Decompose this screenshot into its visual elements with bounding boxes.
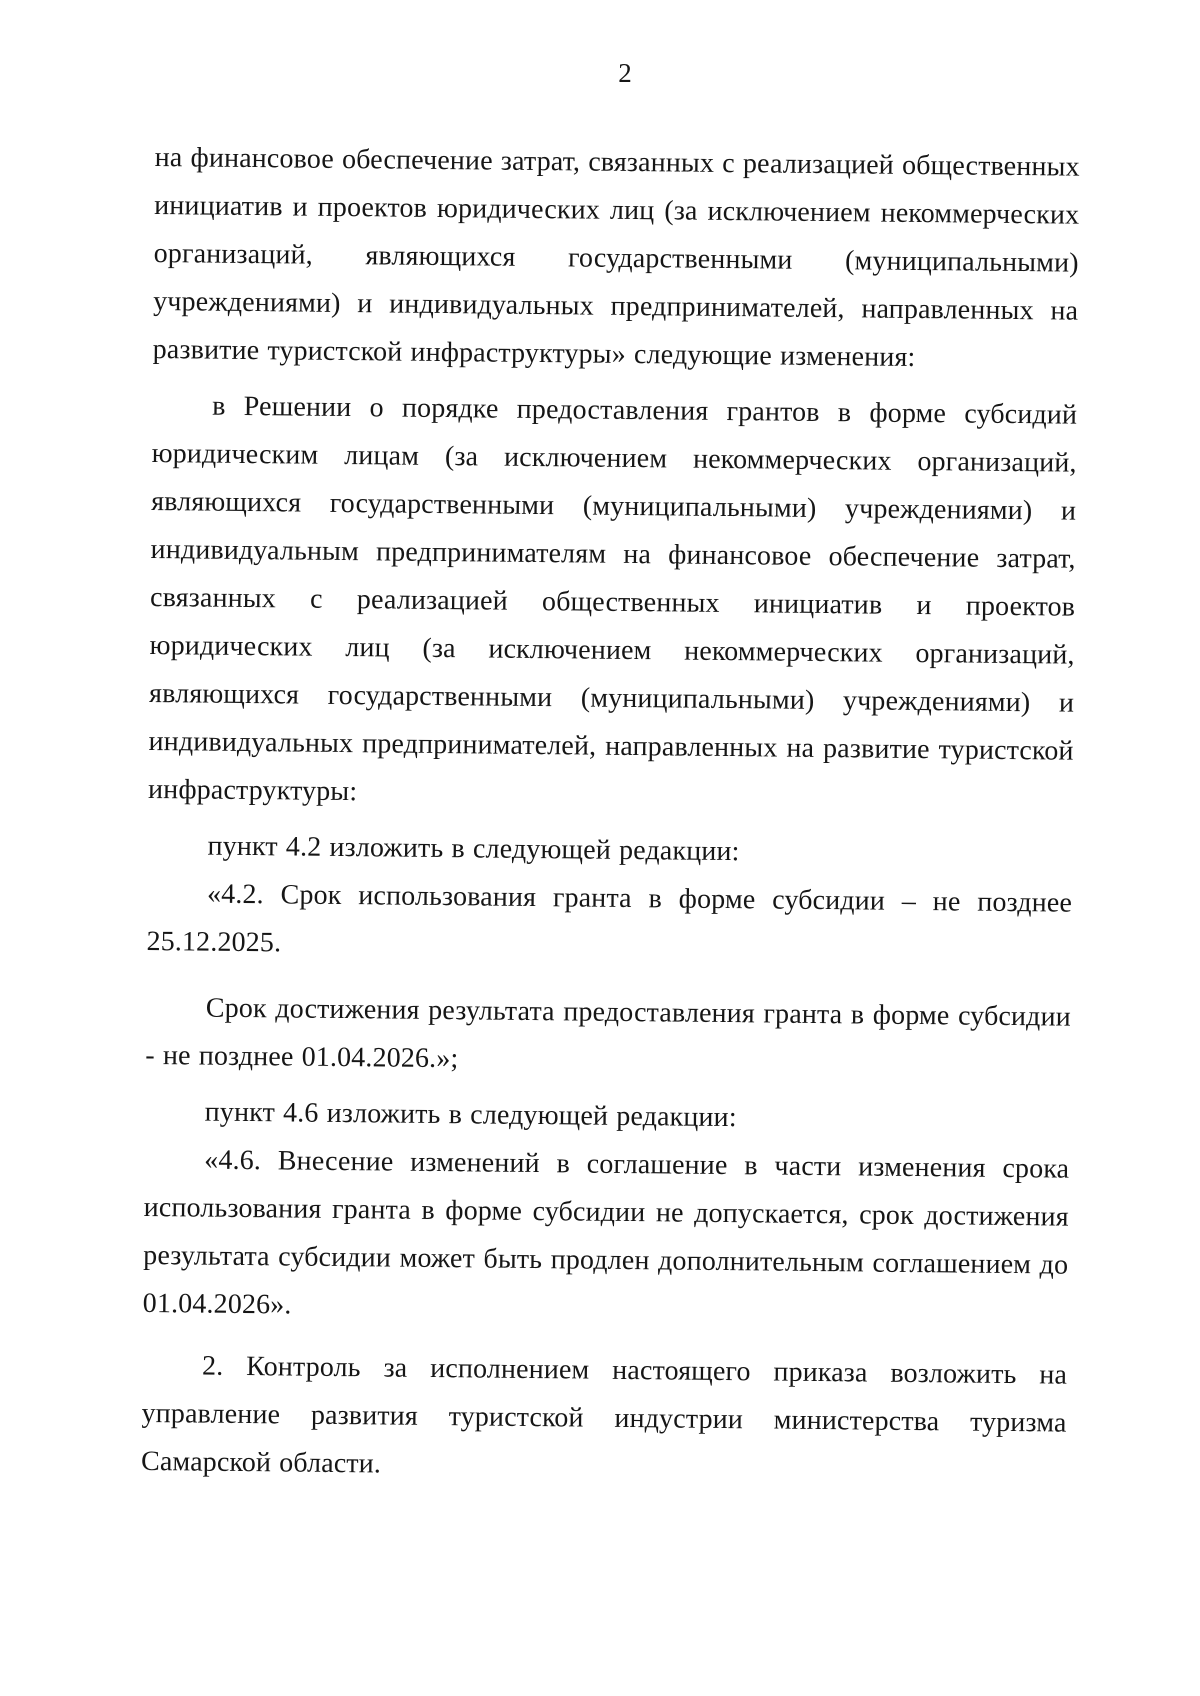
paragraph-intro-continuation: на финансовое обеспечение затрат, связанных с реализацией общественных инициатив и проектов юридических лиц (за исключением некоммерческих организаций, являющихся государственными (муниципальными) учреждениями) и индивидуальных предпринимателей, направленных на развитие туристской инфраструктуры» следующие изменения: (152, 141, 1080, 373)
paragraph-clause-4-6-text: «4.6. Внесение изменений в соглашение в части изменения срока использования гранта в форме субсидии не допускается, срок достижения результата субсидии может быть продлен дополнительным соглашением до 01.04.2026». (142, 1144, 1070, 1321)
paragraph-result-deadline: Срок достижения результата предоставления гранта в форме субсидии - не позднее 01.04.2026.»; (145, 992, 1071, 1075)
paragraph-clause-4-6-header: пункт 4.6 изложить в следующей редакции: (204, 1096, 737, 1134)
paragraph-clause-4-2-header: пункт 4.2 изложить в следующей редакции: (207, 830, 740, 868)
paragraph-clause-4-2-text: «4.2. Срок использования гранта в форме субсидии – не позднее 25.12.2025. (146, 878, 1073, 959)
paragraph-control-clause: 2. Контроль за исполнением настоящего приказа возложить на управление развития туристской индустрии министерства туризма Самарской области. (140, 1350, 1068, 1480)
page-number: 2 (618, 58, 632, 88)
paragraph-decision-amendment: в Решении о порядке предоставления грантов в форме субсидий юридическим лицам (за исключением некоммерческих организаций, являющихся государственными (муниципальными) учреждениями) и индивидуальным предпринимателям на финансовое обеспечение затрат, связанных с реализацией общественных инициатив и проектов юридических лиц (за исключением некоммерческих организаций, являющихся государственными (муниципальными) учреждениями) и индивидуальных предпринимателей, направленных на развитие туристской инфраструктуры: (147, 390, 1078, 808)
document-body (141, 134, 1080, 1496)
